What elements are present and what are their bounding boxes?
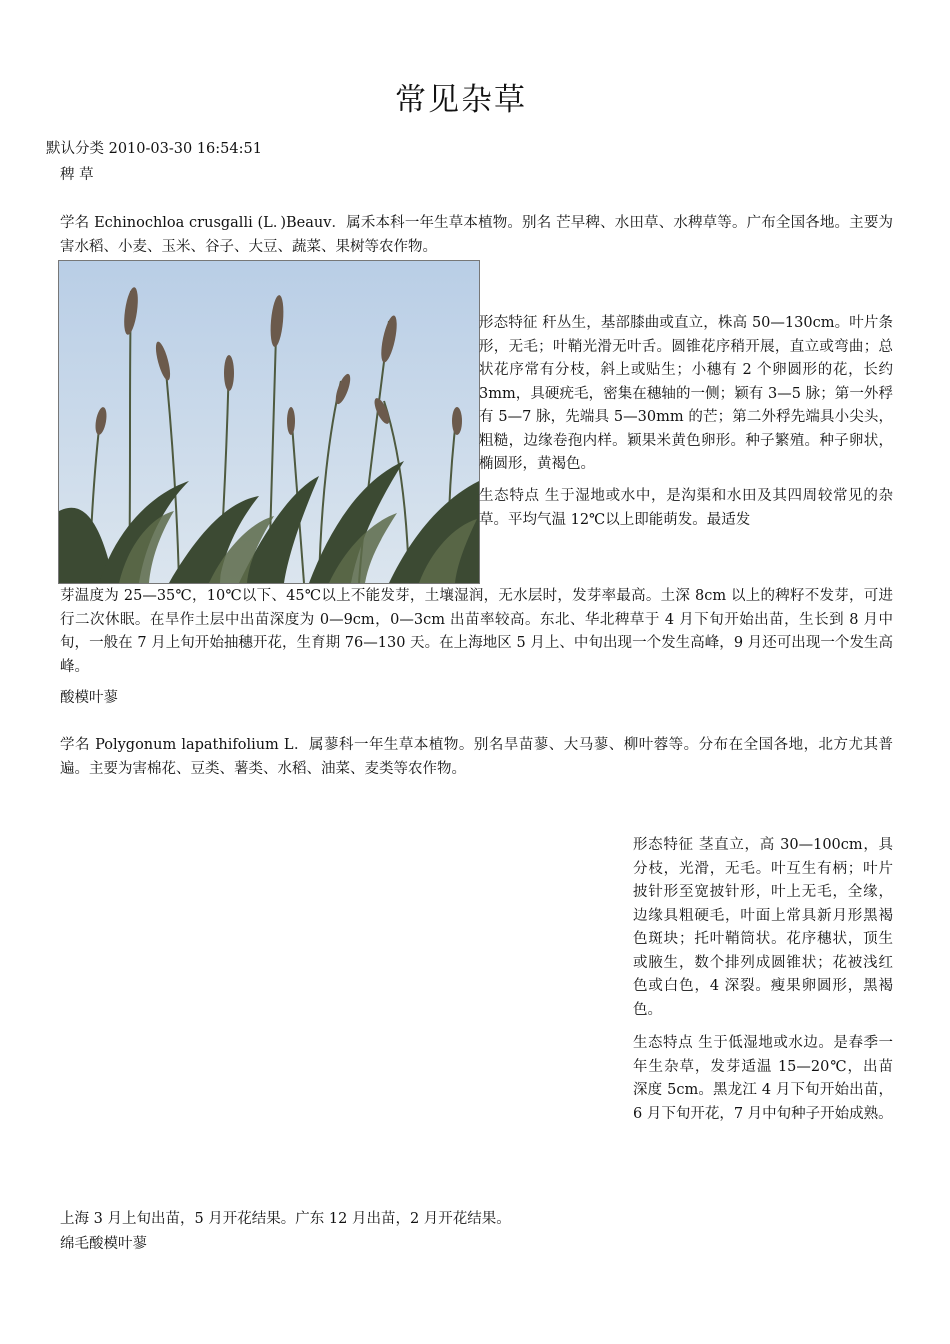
weed1-ecology-continued: 芽温度为 25—35℃，10℃以下、45℃以上不能发芽，土壤湿润，无水层时，发芽率最高。土深 8cm 以上的稗籽不发芽，可进行二次休眠。在旱作土层中出苗深度为 0—9cm，0—3cm 出苗率较高。东北、华北稗草于 4 月下旬开始出苗，生长到 8 月中旬，一般在 7 月上旬开始抽穗开花，生育期 76—130 天。在上海地区 5 月上、中旬出现一个发生高峰，9 月还可出现一个发生高峰。 — [60, 588, 893, 675]
weed2-ecology-continued: 上海 3 月上旬出苗，5 月开花结果。广东 12 月出苗，2 月开花结果。 — [60, 1211, 511, 1227]
weed2-ecology: 生态特点 生于低湿地或水边。是春季一年生杂草，发芽适温 15—20℃，出苗深度 5cm。黑龙江 4 月下旬开始出苗，6 月下旬开花，7 月中旬种子开始成熟。 — [633, 1035, 893, 1122]
page-title: 常见杂草 — [395, 82, 527, 118]
weed-heading-pale-smartweed: 酸模叶蓼 — [60, 690, 118, 706]
post-meta: 默认分类 2010-03-30 16:54:51 — [46, 141, 262, 157]
weed-heading-woolly-smartweed: 绵毛酸模叶蓼 — [60, 1236, 147, 1252]
weed1-ecology: 生态特点 生于湿地或水中，是沟渠和水田及其四周较常见的杂草。平均气温 12℃以上即能萌发。最适发 — [479, 488, 893, 528]
weed-heading-barnyard-grass: 稗 草 — [60, 167, 94, 183]
weed2-intro: 学名 Polygonum lapathifolium L．属蓼科一年生草本植物。别名旱苗蓼、大马蓼、柳叶蓉等。分布在全国各地，北方尤其普遍。主要为害棉花、豆类、薯类、水稻、油菜、麦类等农作物。 — [60, 737, 893, 777]
barnyard-grass-photo — [58, 260, 480, 584]
weed2-morphology: 形态特征 茎直立，高 30—100cm，具分枝，光滑，无毛。叶互生有柄；叶片披针形至宽披针形，叶上无毛，全缘，边缘具粗硬毛，叶面上常具新月形黑褐色斑块；托叶鞘筒状。花序穗状，顶生或腋生，数个排列成圆锥状；花被浅红色或白色，4 深裂。瘦果卵圆形，黑褐色。 — [633, 837, 893, 1018]
weed1-intro: 学名 Echinochloa crusgalli (L．)Beauv．属禾本科一年生草本植物。别名 芒早稗、水田草、水稗草等。广布全国各地。主要为害水稻、小麦、玉米、谷子、大豆、蔬菜、果树等农作物。 — [60, 215, 893, 255]
weed1-morphology: 形态特征 秆丛生，基部膝曲或直立，株高 50—130cm。叶片条形，无毛；叶鞘光滑无叶舌。圆锥花序稍开展，直立或弯曲；总状花序常有分枝，斜上或贴生；小穗有 2 个卵圆形的花，长约 3mm，具硬疣毛，密集在穗轴的一侧；颖有 3—5 脉；第一外稃有 5—7 脉，先端具 5—30mm 的芒；第二外稃先端具小尖头，粗糙，边缘卷孢内样。颖果米黄色卵形。种子繁殖。种子卵状，椭圆形，黄褐色。 — [479, 315, 893, 472]
